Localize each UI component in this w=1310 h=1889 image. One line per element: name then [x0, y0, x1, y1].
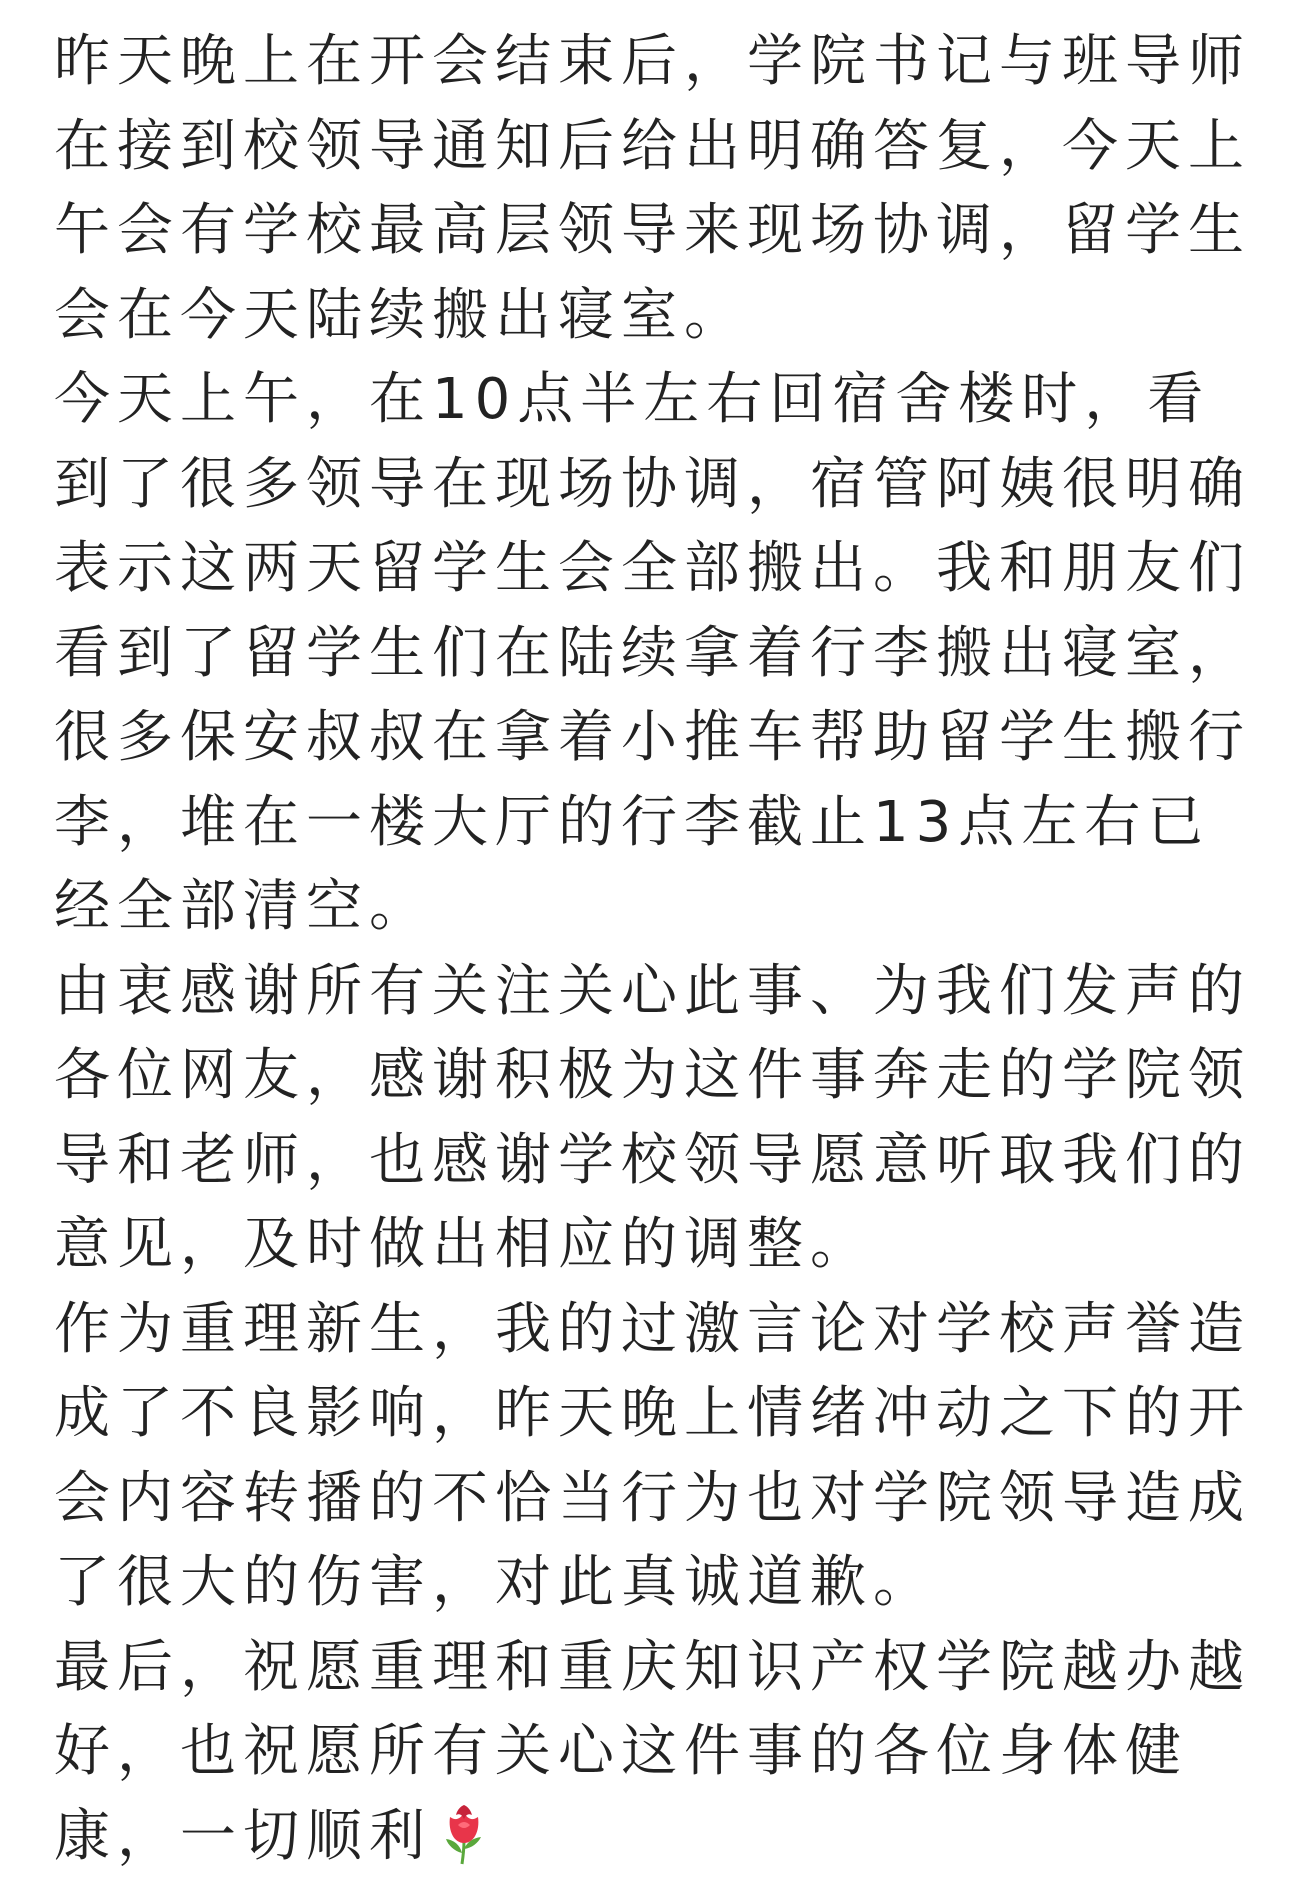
paragraph-1: 昨天晚上在开会结束后，学院书记与班导师在接到校领导通知后给出明确答复，今天上午会有学校最高层领导来现场协调，留学生会在今天陆续搬出寝室。	[54, 29, 1251, 348]
paragraph-5-text: 最后，祝愿重理和重庆知识产权学院越办越好，也祝愿所有关心这件事的各位身体健康，一切顺利	[54, 1634, 1251, 1869]
paragraph-4: 作为重理新生，我的过激言论对学校声誉造成了不良影响，昨天晚上情绪冲动之下的开会内容转播的不恰当行为也对学院领导造成了很大的伤害，对此真诚道歉。	[54, 1296, 1251, 1615]
paragraph-5	[54, 1626, 1264, 1880]
post-body	[54, 20, 1264, 1879]
rose-icon	[436, 1801, 492, 1865]
paragraph-2: 今天上午，在10点半左右回宿舍楼时，看到了很多领导在现场协调，宿管阿姨很明确表示这两天留学生会全部搬出。我和朋友们看到了留学生们在陆续拿着行李搬出寝室，很多保安叔叔在拿着小推车帮助留学生搬行李，堆在一楼大厅的行李截止13点左右已经全部清空。	[54, 367, 1251, 939]
paragraph-3: 由衷感谢所有关注关心此事、为我们发声的各位网友，感谢积极为这件事奔走的学院领导和老师，也感谢学校领导愿意听取我们的意见，及时做出相应的调整。	[54, 958, 1251, 1277]
